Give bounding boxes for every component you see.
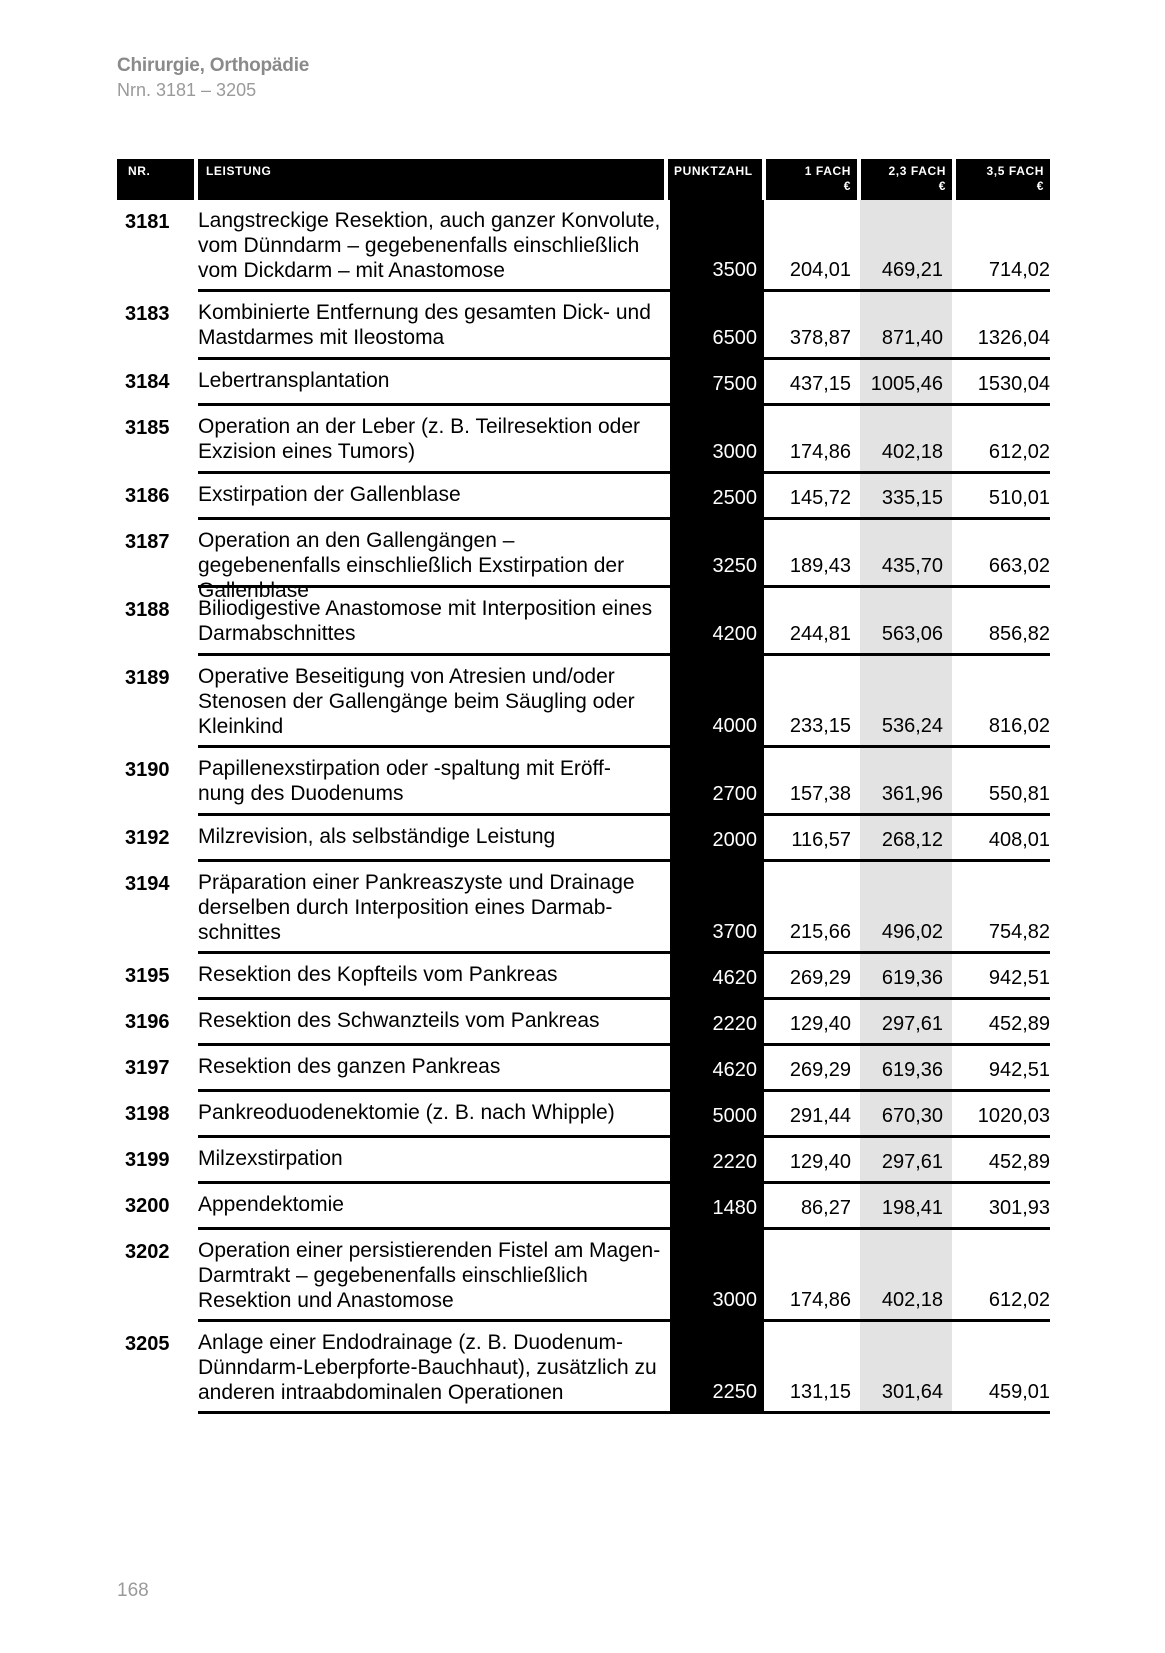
table-row xyxy=(125,1138,1050,1184)
row-3-5-fach: 942,51 xyxy=(988,1059,1050,1081)
row-1-fach: 129,40 xyxy=(789,1151,851,1173)
row-nr: 3192 xyxy=(125,827,170,849)
row-nr: 3200 xyxy=(125,1195,170,1217)
row-3-5-fach: 612,02 xyxy=(988,441,1050,463)
row-nr: 3183 xyxy=(125,303,170,325)
row-nr: 3185 xyxy=(125,417,170,439)
column-header-punktzahl: PUNKTZAHL xyxy=(668,159,762,200)
row-1-fach: 269,29 xyxy=(789,967,851,989)
table-row xyxy=(125,816,1050,862)
table-row xyxy=(125,862,1050,954)
row-leistung: Appendektomie xyxy=(198,1193,344,1216)
table-body xyxy=(117,200,1050,1414)
row-3-5-fach: 408,01 xyxy=(988,829,1050,851)
row-leistung: Milzrevision, als selbständige Leistung xyxy=(198,825,556,848)
row-leistung: Langstreckige Resektion, auch ganzer Konvolute, vom Dünndarm – gegebenenfalls einschließlich vom Dickdarm – mit Anastomose xyxy=(198,209,661,282)
row-nr: 3202 xyxy=(125,1241,170,1263)
row-3-5-fach: 856,82 xyxy=(988,623,1050,645)
table-row xyxy=(125,200,1050,292)
page-header xyxy=(117,54,309,102)
row-2-3-fach: 198,41 xyxy=(881,1197,943,1219)
table-row xyxy=(125,1230,1050,1322)
row-2-3-fach: 1005,46 xyxy=(870,373,943,395)
row-3-5-fach: 714,02 xyxy=(988,259,1050,281)
row-3-5-fach: 754,82 xyxy=(988,921,1050,943)
row-leistung: Exstirpation der Gallenblase xyxy=(198,483,461,506)
row-leistung: Anlage einer Endodrainage (z. B. Duodenum- Dünndarm-Leberpforte-Bauchhaut), zusätzlich zu anderen intraabdominalen Operationen xyxy=(198,1331,657,1404)
row-3-5-fach: 1530,04 xyxy=(977,373,1050,395)
row-2-3-fach: 402,18 xyxy=(881,1289,943,1311)
row-2-3-fach: 619,36 xyxy=(881,1059,943,1081)
row-2-3-fach: 297,61 xyxy=(881,1151,943,1173)
row-1-fach: 157,38 xyxy=(789,783,851,805)
row-punktzahl: 2220 xyxy=(712,1151,757,1173)
row-leistung: Operative Beseitigung von Atresien und/oder Stenosen der Gallengänge beim Säugling oder Kleinkind xyxy=(198,665,635,738)
row-nr: 3196 xyxy=(125,1011,170,1033)
row-2-3-fach: 871,40 xyxy=(881,327,943,349)
table-row xyxy=(125,656,1050,748)
row-punktzahl: 7500 xyxy=(712,373,757,395)
row-3-5-fach: 1326,04 xyxy=(977,327,1050,349)
row-nr: 3181 xyxy=(125,211,170,233)
table-row xyxy=(125,1000,1050,1046)
row-nr: 3194 xyxy=(125,873,170,895)
row-3-5-fach: 1020,03 xyxy=(977,1105,1050,1127)
row-3-5-fach: 942,51 xyxy=(988,967,1050,989)
row-3-5-fach: 612,02 xyxy=(988,1289,1050,1311)
row-nr: 3197 xyxy=(125,1057,170,1079)
row-punktzahl: 4000 xyxy=(712,715,757,737)
row-punktzahl: 2700 xyxy=(712,783,757,805)
column-header-leistung: LEISTUNG xyxy=(198,159,664,200)
table-row xyxy=(125,520,1050,602)
table-row xyxy=(125,292,1050,360)
row-1-fach: 131,15 xyxy=(789,1381,851,1403)
row-nr: 3186 xyxy=(125,485,170,507)
row-leistung: Operation an der Leber (z. B. Teilresektion oder Exzision eines Tumors) xyxy=(198,415,641,463)
column-header-nr: NR. xyxy=(117,159,194,200)
table-row xyxy=(125,474,1050,520)
table-row xyxy=(125,1322,1050,1414)
row-1-fach: 86,27 xyxy=(800,1197,851,1219)
row-punktzahl: 3000 xyxy=(712,441,757,463)
row-punktzahl: 4200 xyxy=(712,623,757,645)
row-punktzahl: 4620 xyxy=(712,1059,757,1081)
table-row xyxy=(125,360,1050,406)
fee-table xyxy=(117,159,1050,1414)
row-leistung: Resektion des Kopfteils vom Pankreas xyxy=(198,963,558,986)
row-leistung: Operation an den Gallengängen – gegebenenfalls einschließlich Exstirpation der Gallenblase xyxy=(198,529,625,602)
row-punktzahl: 2220 xyxy=(712,1013,757,1035)
row-leistung: Präparation einer Pankreaszyste und Drainage derselben durch Interposition eines Darmab- schnittes xyxy=(198,871,635,944)
row-2-3-fach: 619,36 xyxy=(881,967,943,989)
row-2-3-fach: 469,21 xyxy=(881,259,943,281)
row-2-3-fach: 496,02 xyxy=(881,921,943,943)
row-1-fach: 291,44 xyxy=(789,1105,851,1127)
row-2-3-fach: 301,64 xyxy=(881,1381,943,1403)
row-1-fach: 244,81 xyxy=(789,623,851,645)
row-1-fach: 145,72 xyxy=(789,487,851,509)
table-row xyxy=(125,588,1050,656)
row-nr: 3199 xyxy=(125,1149,170,1171)
row-leistung: Pankreoduodenektomie (z. B. nach Whipple) xyxy=(198,1101,615,1124)
section-range: Nrn. 3181 – 3205 xyxy=(117,80,257,100)
row-1-fach: 378,87 xyxy=(789,327,851,349)
row-3-5-fach: 510,01 xyxy=(988,487,1050,509)
row-1-fach: 174,86 xyxy=(789,441,851,463)
row-leistung: Lebertransplantation xyxy=(198,369,390,392)
row-punktzahl: 3500 xyxy=(712,259,757,281)
row-3-5-fach: 816,02 xyxy=(988,715,1050,737)
row-3-5-fach: 452,89 xyxy=(988,1151,1050,1173)
row-2-3-fach: 435,70 xyxy=(881,555,943,577)
row-1-fach: 189,43 xyxy=(789,555,851,577)
row-1-fach: 116,57 xyxy=(791,829,851,851)
page-number: 168 xyxy=(117,1580,149,1601)
row-1-fach: 204,01 xyxy=(789,259,851,281)
row-leistung: Papillenexstirpation oder -spaltung mit Eröff- nung des Duodenums xyxy=(198,757,611,805)
row-leistung: Resektion des Schwanzteils vom Pankreas xyxy=(198,1009,600,1032)
row-punktzahl: 3000 xyxy=(712,1289,757,1311)
row-2-3-fach: 536,24 xyxy=(881,715,943,737)
row-punktzahl: 3700 xyxy=(712,921,757,943)
row-nr: 3188 xyxy=(125,599,170,621)
table-row xyxy=(125,1046,1050,1092)
row-2-3-fach: 402,18 xyxy=(881,441,943,463)
section-title: Chirurgie, Orthopädie xyxy=(117,55,310,76)
column-header-2-3-fach: 2,3 FACH € xyxy=(861,159,952,200)
row-leistung: Biliodigestive Anastomose mit Interposition eines Darmabschnittes xyxy=(198,597,653,645)
table-row xyxy=(125,406,1050,474)
row-punktzahl: 2000 xyxy=(712,829,757,851)
row-punktzahl: 5000 xyxy=(712,1105,757,1127)
row-punktzahl: 2250 xyxy=(712,1381,757,1403)
row-3-5-fach: 459,01 xyxy=(988,1381,1050,1403)
row-2-3-fach: 361,96 xyxy=(881,783,943,805)
row-nr: 3187 xyxy=(125,531,170,553)
row-1-fach: 269,29 xyxy=(789,1059,851,1081)
table-row xyxy=(125,748,1050,816)
table-row xyxy=(125,1184,1050,1230)
row-2-3-fach: 268,12 xyxy=(881,829,943,851)
row-2-3-fach: 563,06 xyxy=(881,623,943,645)
row-1-fach: 437,15 xyxy=(789,373,851,395)
row-1-fach: 215,66 xyxy=(789,921,851,943)
column-header-1-fach: 1 FACH € xyxy=(766,159,857,200)
table-row xyxy=(125,1092,1050,1138)
column-header-3-5-fach: 3,5 FACH € xyxy=(956,159,1050,200)
row-2-3-fach: 670,30 xyxy=(881,1105,943,1127)
row-leistung: Resektion des ganzen Pankreas xyxy=(198,1055,501,1078)
row-nr: 3198 xyxy=(125,1103,170,1125)
row-punktzahl: 4620 xyxy=(712,967,757,989)
row-punktzahl: 1480 xyxy=(712,1197,757,1219)
row-3-5-fach: 301,93 xyxy=(988,1197,1050,1219)
table-row xyxy=(125,954,1050,1000)
row-leistung: Milzexstirpation xyxy=(198,1147,343,1170)
row-1-fach: 233,15 xyxy=(789,715,851,737)
row-3-5-fach: 452,89 xyxy=(988,1013,1050,1035)
row-nr: 3205 xyxy=(125,1333,170,1355)
row-punktzahl: 3250 xyxy=(712,555,757,577)
row-2-3-fach: 297,61 xyxy=(881,1013,943,1035)
row-2-3-fach: 335,15 xyxy=(881,487,943,509)
row-1-fach: 129,40 xyxy=(789,1013,851,1035)
row-punktzahl: 2500 xyxy=(712,487,757,509)
row-3-5-fach: 550,81 xyxy=(988,783,1050,805)
row-leistung: Kombinierte Entfernung des gesamten Dick- und Mastdarmes mit Ileostoma xyxy=(198,301,651,349)
row-nr: 3190 xyxy=(125,759,170,781)
row-punktzahl: 6500 xyxy=(712,327,757,349)
row-1-fach: 174,86 xyxy=(789,1289,851,1311)
row-leistung: Operation einer persistierenden Fistel am Magen- Darmtrakt – gegebenenfalls einschließlich Resektion und Anastomose xyxy=(198,1239,661,1312)
row-3-5-fach: 663,02 xyxy=(988,555,1050,577)
row-nr: 3189 xyxy=(125,667,170,689)
row-nr: 3184 xyxy=(125,371,170,393)
table-header xyxy=(117,159,1050,200)
row-nr: 3195 xyxy=(125,965,170,987)
